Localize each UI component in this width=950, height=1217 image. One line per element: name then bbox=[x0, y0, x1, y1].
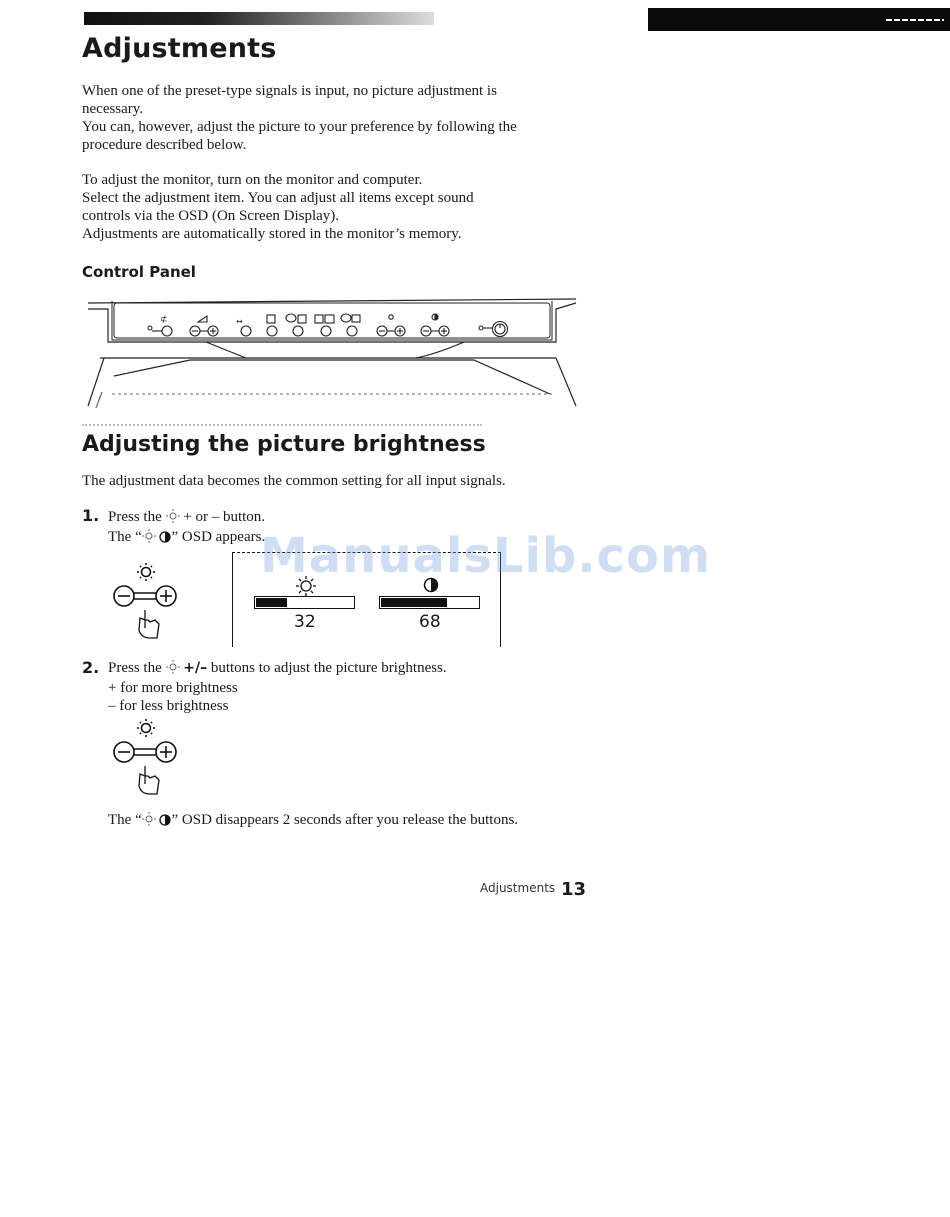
instruction-line: controls via the OSD (On Screen Display). bbox=[82, 208, 340, 224]
step-1-text-b: + or – button. bbox=[183, 509, 266, 525]
control-panel-illustration bbox=[86, 296, 578, 413]
contrast-value: 68 bbox=[419, 612, 441, 632]
intro-line: When one of the preset-type signals is input, no picture adjustment is bbox=[82, 83, 497, 99]
page-title: Adjustments bbox=[82, 33, 277, 64]
brightness-button-illustration-2 bbox=[112, 718, 184, 803]
instructions-paragraph bbox=[82, 171, 602, 243]
intro-line: necessary. bbox=[82, 101, 144, 117]
power-button-icon bbox=[479, 322, 508, 337]
page-number: 13 bbox=[561, 879, 587, 900]
contrast-level-bar bbox=[379, 596, 480, 609]
footer-section-label: Adjustments bbox=[480, 881, 556, 895]
intro-line: procedure described below. bbox=[82, 137, 247, 153]
step-1-osd-text-a: The “ bbox=[108, 529, 142, 545]
header-black-tab bbox=[648, 8, 950, 31]
watermark: ManualsLib.com bbox=[260, 528, 711, 584]
closing-text-b: ” OSD disappears 2 seconds after you release the buttons. bbox=[171, 812, 519, 828]
step-2-less: – for less brightness bbox=[108, 698, 229, 714]
sun-icon bbox=[142, 812, 156, 831]
plus-minus-label: +/– bbox=[183, 660, 208, 676]
step-2-text-a: Press the bbox=[108, 660, 162, 676]
closing-text bbox=[108, 811, 628, 831]
brightness-value: 32 bbox=[294, 612, 316, 632]
step-1-number: 1. bbox=[82, 506, 100, 525]
contrast-level-fill bbox=[381, 598, 447, 607]
step-2-text bbox=[108, 659, 548, 715]
sun-icon bbox=[142, 529, 156, 548]
contrast-icon bbox=[159, 530, 171, 548]
svg-text:↔: ↔ bbox=[236, 317, 243, 326]
instruction-line: To adjust the monitor, turn on the monitor and computer. bbox=[82, 172, 423, 188]
control-panel-heading: Control Panel bbox=[82, 263, 196, 281]
brightness-button-illustration bbox=[112, 562, 184, 647]
step-1-text-a: Press the bbox=[108, 509, 162, 525]
intro-line: You can, however, adjust the picture to your preference by following the bbox=[82, 119, 517, 135]
brightness-level-bar bbox=[254, 596, 355, 609]
mute-button-icon bbox=[148, 315, 172, 336]
contrast-button-icon bbox=[421, 314, 449, 336]
geometry-buttons-icon bbox=[236, 314, 360, 336]
step-2-number: 2. bbox=[82, 658, 100, 677]
intro-paragraph bbox=[82, 82, 602, 154]
brightness-button-icon bbox=[377, 315, 405, 336]
svg-text:⊄: ⊄ bbox=[160, 315, 168, 325]
step-1-osd-text-b: ” OSD appears. bbox=[171, 529, 266, 545]
contrast-icon bbox=[159, 813, 171, 831]
brightness-description: The adjustment data becomes the common setting for all input signals. bbox=[82, 473, 506, 489]
sun-icon bbox=[166, 509, 180, 528]
sun-icon bbox=[166, 660, 180, 679]
closing-text-a: The “ bbox=[108, 812, 142, 828]
brightness-level-fill bbox=[256, 598, 287, 607]
instruction-line: Adjustments are automatically stored in the monitor’s memory. bbox=[82, 226, 462, 242]
section-divider bbox=[82, 424, 482, 426]
step-2-text-c: buttons to adjust the picture brightness. bbox=[210, 660, 447, 676]
brightness-heading: Adjusting the picture brightness bbox=[82, 432, 486, 457]
instruction-line: Select the adjustment item. You can adjust all items except sound bbox=[82, 190, 474, 206]
volume-button-icon bbox=[190, 316, 218, 336]
step-2-more: + for more brightness bbox=[108, 680, 238, 696]
header-gradient-bar bbox=[84, 12, 434, 25]
